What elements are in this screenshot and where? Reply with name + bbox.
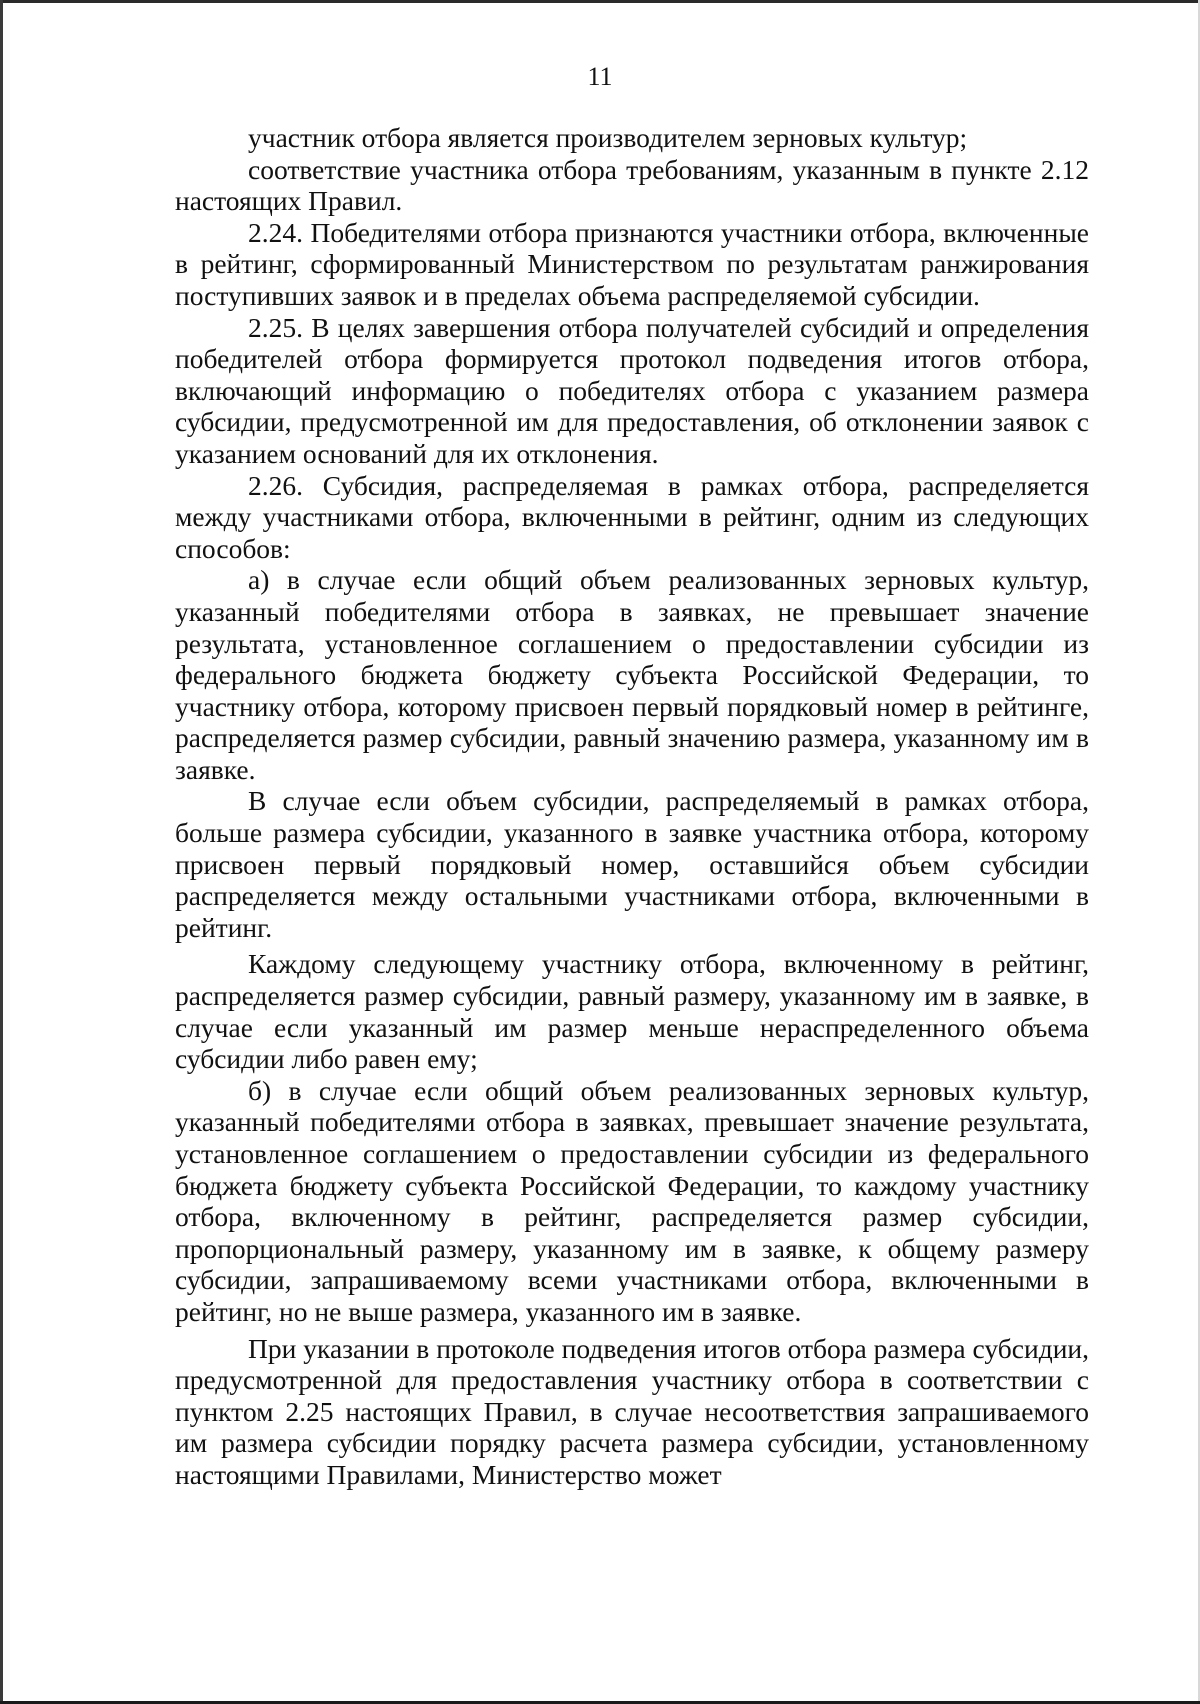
paragraph-option-b: б) в случае если общий объем реализованных зерновых культур, указанный победителями отбора в заявках, превышает значение результата, установленное соглашением о предоставлении субсидии из федерального бюджета бюджету субъекта Российской Федерации, то каждому участнику отбора, включенному в рейтинг, распределяется размер субсидии, пропорциональный размеру, указанному им в заявке, к общему размеру субсидии, запрашиваемому всеми участниками отбора, включенными в рейтинг, но не выше размера, указанного им в заявке. bbox=[175, 1074, 1089, 1327]
paragraph-2-24: 2.24. Победителями отбора признаются участники отбора, включенные в рейтинг, сформированный Министерством по результатам ранжирования поступивших заявок и в пределах объема распределяемой субсидии. bbox=[175, 216, 1089, 311]
paragraph-participant-producer: участник отбора является производителем зерновых культур; bbox=[248, 122, 968, 153]
paragraph-option-a: а) в случае если общий объем реализованных зерновых культур, указанный победителями отбора в заявках, не превышает значение результата, установленное соглашением о предоставлении субсидии из федерального бюджета бюджету субъекта Российской Федерации, то участнику отбора, которому присвоен первый порядковый номер в рейтинге, распределяется размер субсидии, равный значению размера, указанному им в заявке. bbox=[175, 564, 1089, 785]
scan-border-top bbox=[0, 0, 1200, 3]
page-number: 11 bbox=[587, 62, 613, 91]
paragraph-participant-compliance: соответствие участника отбора требованиям, указанным в пункте 2.12 настоящих Правил. bbox=[175, 153, 1089, 217]
paragraph-each-next-participant: Каждому следующему участнику отбора, включенному в рейтинг, распределяется размер субсидии, равный размеру, указанному им в заявке, в случае если указанный им размер меньше нераспределенного объема субсидии либо равен ему; bbox=[175, 948, 1089, 1075]
scan-border-left bbox=[0, 0, 3, 1704]
paragraph-2-25: 2.25. В целях завершения отбора получателей субсидий и определения победителей отбора формируется протокол подведения итогов отбора, включающий информацию о победителях отбора с указанием размера субсидии, предусмотренной им для предоставления, об отклонении заявок с указанием оснований для их отклонения. bbox=[175, 311, 1089, 469]
paragraph-2-26: 2.26. Субсидия, распределяемая в рамках отбора, распределяется между участниками отбора, включенными в рейтинг, одним из следующих способов: bbox=[175, 469, 1089, 564]
paragraph-remaining-subsidy: В случае если объем субсидии, распределяемый в рамках отбора, больше размера субсидии, указанного в заявке участника отбора, которому присвоен первый порядковый номер, оставшийся объем субсидии распределяется между остальными участниками отбора, включенными в рейтинг. bbox=[175, 785, 1089, 943]
document-body bbox=[175, 122, 1089, 1491]
paragraph-protocol-indication: При указании в протоколе подведения итогов отбора размера субсидии, предусмотренной для предоставления участнику отбора в соответствии с пунктом 2.25 настоящих Правил, в случае несоответствия запрашиваемого им размера субсидии порядку расчета размера субсидии, установленному настоящими Правилами, Министерство может bbox=[175, 1332, 1089, 1490]
